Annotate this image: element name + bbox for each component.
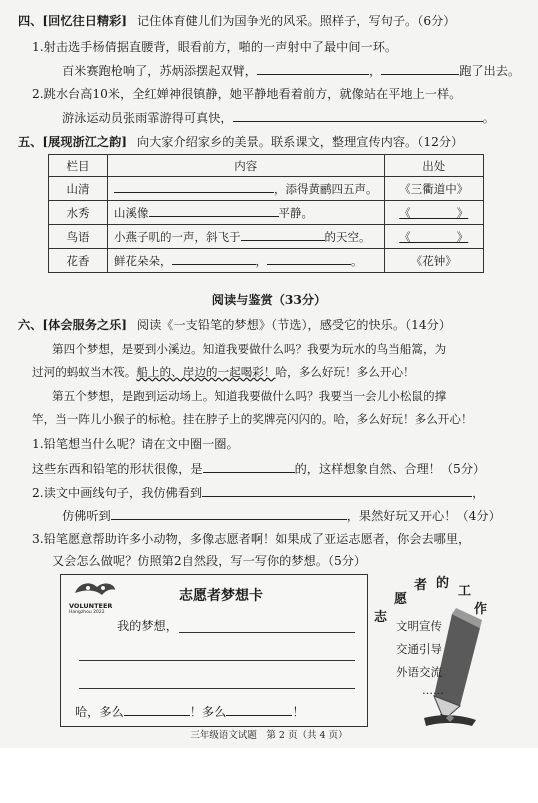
q2-blank-1[interactable] <box>202 484 472 497</box>
scenery-table <box>48 154 484 273</box>
source-blank: 《 》 <box>399 229 469 244</box>
section4-intro: 记住体育健儿们为国争光的风采。照样子，写句子。（6分） <box>136 14 456 28</box>
q2-prefix: 2.读文中画线句子，我仿佛看到 <box>32 486 203 500</box>
row-column-name: 鸟语 <box>49 225 108 249</box>
content-text: 。 <box>351 254 363 268</box>
table-header-row <box>49 155 484 177</box>
section6-q3-line1: 3.铅笔愿意帮助许多小动物，多像志愿者啊！如果成了亚运志愿者，你会去哪里， <box>32 532 471 546</box>
passage-p4-line1: 第四个梦想，是要到小溪边。知道我要做什么吗？我要为玩水的鸟当船篙，为 <box>52 342 447 356</box>
section4-q1: 1.射击选手杨倩据直腰背，眼看前方，啪的一声射中了最中间一环。 <box>32 40 398 54</box>
section5-header <box>18 134 463 150</box>
volunteer-logo-subtext: Hangzhou 2022 <box>69 610 105 615</box>
section6-title: 六、[体会服务之乐] <box>18 318 128 332</box>
row-source[interactable] <box>384 225 484 249</box>
card-blank[interactable] <box>226 703 292 716</box>
q1-blank-1[interactable] <box>257 62 369 75</box>
passage-p4-line2 <box>32 364 415 380</box>
q2-fill-prefix: 游泳运动员张雨霏游得可真快， <box>62 111 233 125</box>
content-text: 的天空。 <box>324 230 371 244</box>
section6-intro: 阅读《一支铅笔的梦想》（节选），感受它的快乐。（14分） <box>136 318 452 332</box>
volunteer-work-illustration <box>368 568 500 728</box>
section6-q1: 1.铅笔想当什么呢？请在文中圈一圈。 <box>32 437 239 451</box>
q2-blank[interactable] <box>233 109 483 122</box>
card-write-line[interactable] <box>79 688 355 689</box>
card-write-line[interactable] <box>79 660 355 661</box>
row-content <box>108 225 385 249</box>
content-text: ，添得黄鹂四五声。 <box>274 182 378 196</box>
section6-q2-line2 <box>62 507 501 524</box>
content-blank[interactable] <box>241 228 325 241</box>
q1-fill-prefix: 这些东西和铅笔的形状很像，是 <box>32 462 203 476</box>
table-header: 出处 <box>384 155 484 177</box>
underlined-sentence: 船上的、岸边的一起喝彩！ <box>136 365 276 379</box>
q1-blank-2[interactable] <box>381 62 459 75</box>
section4-q1-fill: 百米赛跑枪响了，苏炳添摆起双臂， ， 跑了出去。 <box>62 64 521 78</box>
page-footer: 三年级语文试题 第 2 页（共 4 页） <box>190 730 348 741</box>
section6-q3-line2: 又会怎么做呢？仿照第2自然段，写一写你的梦想。（5分） <box>52 554 367 568</box>
table-row <box>49 249 484 273</box>
passage-text: 哈，多么好玩！多么开心！ <box>275 365 415 379</box>
table-row <box>49 201 484 225</box>
q1-fill-suffix: 跑了出去。 <box>459 64 521 78</box>
q1-fill-suffix: 的，这样想象自然、合理！（5分） <box>294 462 486 476</box>
content-text: 鲜花朵朵， <box>114 254 172 268</box>
q2-blank-2[interactable] <box>111 507 347 520</box>
volunteer-logo-icon <box>69 579 119 603</box>
arc-char: 者 <box>414 578 428 593</box>
q2-heard-prefix: 仿佛听到 <box>62 509 111 523</box>
q2-suffix: ，果然好玩又开心！（4分） <box>346 509 501 523</box>
work-item: 交通引导 <box>396 642 442 656</box>
content-text: 小燕子叽的一声，斜飞于 <box>114 230 241 244</box>
section4-title: 四、[回忆往日精彩] <box>18 14 128 28</box>
table-header: 栏目 <box>49 155 108 177</box>
content-text: 山溪像 <box>114 206 149 220</box>
card-write-line[interactable] <box>179 632 355 633</box>
content-text: ， <box>255 254 267 268</box>
content-blank[interactable] <box>114 180 274 193</box>
content-blank[interactable] <box>267 252 351 265</box>
passage-text: 过河的蚂蚁当木筏。 <box>32 365 137 379</box>
row-content <box>108 201 385 225</box>
q1-fill-prefix: 百米赛跑枪响了，苏炳添摆起双臂， <box>62 64 257 78</box>
section5-title: 五、[展现浙江之韵] <box>18 135 128 149</box>
section6-header <box>18 317 451 333</box>
work-item: 外语交流 <box>396 665 442 679</box>
content-blank[interactable] <box>149 204 279 217</box>
arc-char: 作 <box>474 602 488 617</box>
section5-intro: 向大家介绍家乡的美景。联系课文，整理宣传内容。（12分） <box>136 135 464 149</box>
table-row <box>49 177 484 201</box>
row-source: 《花钟》 <box>384 249 484 273</box>
row-source[interactable] <box>384 201 484 225</box>
card-ending <box>75 703 305 720</box>
passage-p5-line1: 第五个梦想，是跑到运动场上。知道我要做什么吗？我要当一会儿小松鼠的撑 <box>52 389 447 403</box>
arc-char: 的 <box>436 576 450 591</box>
arc-char: 工 <box>458 584 472 599</box>
row-content <box>108 177 385 201</box>
section4-header <box>18 13 455 29</box>
row-content <box>108 249 385 273</box>
row-column-name: 水秀 <box>49 201 108 225</box>
source-blank: 《 》 <box>399 205 469 220</box>
card-ending-text: ！ <box>292 705 305 719</box>
card-title: 志愿者梦想卡 <box>179 588 263 604</box>
volunteer-dream-card <box>60 574 368 727</box>
arc-char: 志 <box>374 610 388 625</box>
volunteer-logo-text: VOLUNTEER <box>69 602 113 610</box>
arc-char: 愿 <box>394 592 408 607</box>
table-row <box>49 225 484 249</box>
section4-q2: 2.跳水台高10米，全红婵神很镇静，她平静地看着前方，就像站在平地上一样。 <box>32 87 462 101</box>
work-item: …… <box>422 684 444 697</box>
row-source: 《三衢道中》 <box>384 177 484 201</box>
q1-blank[interactable] <box>203 460 295 473</box>
reading-section-heading: 阅读与鉴赏（33分） <box>211 293 327 307</box>
section6-q1-fill <box>32 460 485 477</box>
card-ending-text: 哈，多么 <box>75 705 124 719</box>
table-header: 内容 <box>108 155 385 177</box>
content-blank[interactable] <box>172 252 256 265</box>
section6-q2: 2.读文中画线句子，我仿佛看到 ， <box>32 486 485 500</box>
passage-p5-line2: 竿，当一阵儿小猴子的标枪。挂在脖子上的奖牌亮闪闪的。哈，多么好玩！多么开心！ <box>32 412 473 426</box>
work-item: 文明宣传 <box>396 619 442 633</box>
row-column-name: 花香 <box>49 249 108 273</box>
card-dream-label: 我的梦想， <box>117 619 178 633</box>
section4-q2-fill: 游泳运动员张雨霏游得可真快， 。 <box>62 111 495 125</box>
row-column-name: 山清 <box>49 177 108 201</box>
card-blank[interactable] <box>124 703 190 716</box>
card-ending-text: ！多么 <box>189 705 227 719</box>
content-text: 平静。 <box>278 206 313 220</box>
